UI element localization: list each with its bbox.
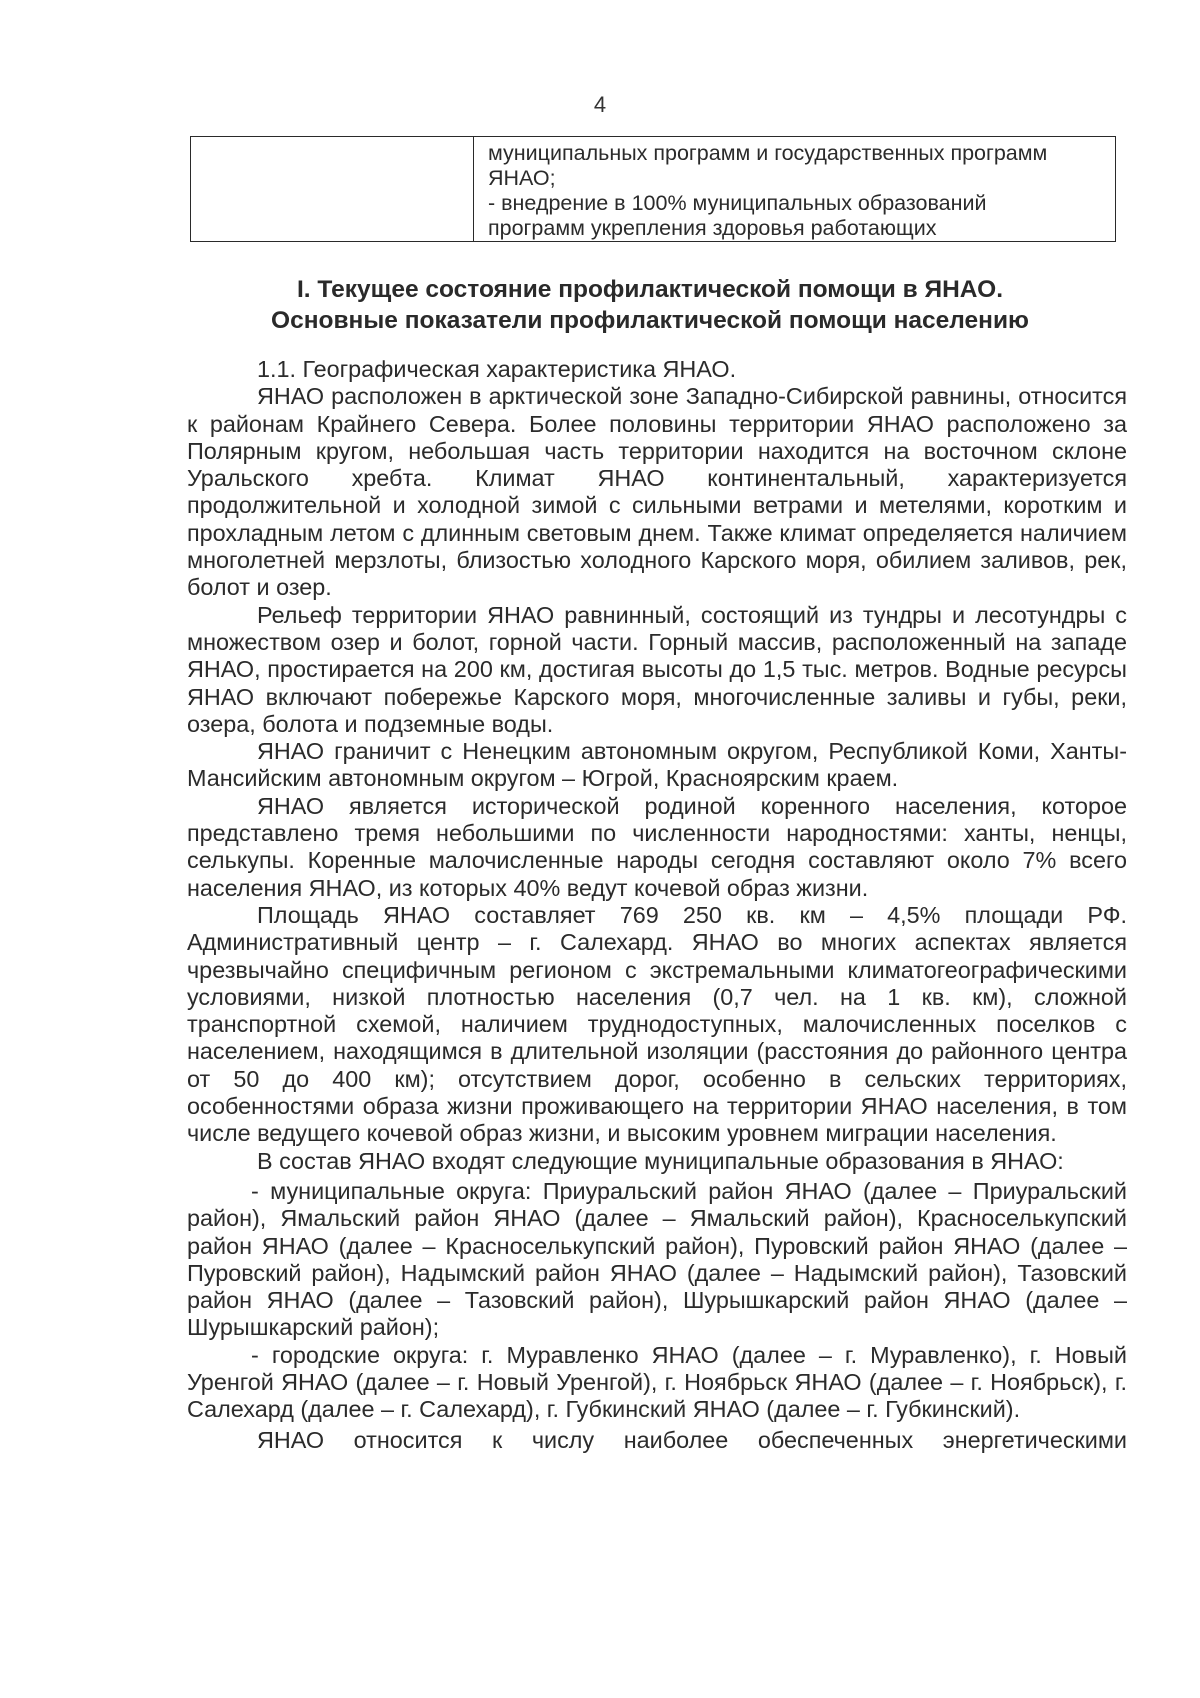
section-heading-line-2: Основные показатели профилактической помощи населению bbox=[271, 307, 1029, 334]
table-row bbox=[191, 137, 1116, 242]
table-cell-line: - внедрение в 100% муниципальных образований bbox=[488, 191, 987, 215]
table-cell-line: ЯНАО; bbox=[488, 166, 556, 190]
continuation-table bbox=[190, 136, 1116, 242]
paragraph-relief: Рельеф территории ЯНАО равнинный, состоящий из тундры и лесотундры с множеством озер и болот, горной части. Горный массив, расположенный на западе ЯНАО, простирается на 200 км, достигая высоты до 1,5 тыс. метров. Водные ресурсы ЯНАО включают побережье Карского моря, многочисленные заливы и губы, реки, озера, болота и подземные воды. bbox=[187, 601, 1127, 737]
paragraph-area: Площадь ЯНАО составляет 769 250 кв. км – 4,5% площади РФ. Административный центр – г. Салехард. ЯНАО во многих аспектах является чрезвычайно специфичным регионом с экстремальными климатогеографическими условиями, низкой плотностью населения (0,7 чел. на 1 кв. км), сложной транспортной схемой, наличием труднодоступных, малочисленных поселков с населением, находящимся в длительной изоляции (расстояния до районного центра от 50 до 400 км); отсутствием дорог, особенно в сельских территориях, особенностями образа жизни проживающего на территории ЯНАО населения, в том числе ведущего кочевой образ жизни, и высоким уровнем миграции населения. bbox=[187, 901, 1127, 1147]
table-cell-line: муниципальных программ и государственных программ bbox=[488, 141, 1048, 165]
section-heading bbox=[170, 274, 1130, 336]
list-item-city-districts: - городские округа: г. Муравленко ЯНАО (далее – г. Муравленко), г. Новый Уренгой ЯНАО (далее – г. Новый Уренгой), г. Ноябрьск ЯНАО (далее – г. Ноябрьск), г. Салехард (далее – г. Салехард), г. Губкинский ЯНАО (далее – г. Губкинский). bbox=[187, 1341, 1127, 1423]
list-item-municipal-districts: - муниципальные округа: Приуральский район ЯНАО (далее – Приуральский район), Ямальский район ЯНАО (далее – Ямальский район), Красноселькупский район ЯНАО (далее – Красноселькупский район), Пуровский район ЯНАО (далее – Пуровский район), Надымский район ЯНАО (далее – Надымский район), Тазовский район ЯНАО (далее – Тазовский район), Шурышкарский район ЯНАО (далее – Шурышкарский район); bbox=[187, 1177, 1127, 1341]
page-number: 4 bbox=[593, 92, 607, 117]
section-heading-line-1: I. Текущее состояние профилактической помощи в ЯНАО. bbox=[296, 276, 1004, 303]
subsection-title: 1.1. Географическая характеристика ЯНАО. bbox=[257, 356, 737, 382]
paragraph-borders: ЯНАО граничит с Ненецким автономным округом, Республикой Коми, Ханты-Мансийским автономным округом – Югрой, Красноярским краем. bbox=[187, 738, 1127, 792]
paragraph-geography: ЯНАО расположен в арктической зоне Западно-Сибирской равнины, относится к районам Крайнего Севера. Более половины территории ЯНАО расположено за Полярным кругом, небольшая часть территории находится на восточном склоне Уральского хребта. Климат ЯНАО континентальный, характеризуется продолжительной и холодной зимой с сильными ветрами и метелями, коротким и прохладным летом с длинным световым днем. Также климат определяется наличием многолетней мерзлоты, близостью холодного Карского моря, обилием заливов, рек, болот и озер. bbox=[187, 383, 1127, 601]
paragraph-indigenous: ЯНАО является исторической родиной коренного населения, которое представлено тремя небольшими по численности народностями: ханты, ненцы, селькупы. Коренные малочисленные народы сегодня составляют около 7% всего населения ЯНАО, из которых 40% ведут кочевой образ жизни. bbox=[187, 792, 1127, 901]
table-cell-empty bbox=[191, 137, 474, 242]
table-cell-line: программ укрепления здоровья работающих bbox=[488, 216, 937, 240]
table-cell-text bbox=[474, 137, 1116, 242]
paragraph-municipalities-intro: В состав ЯНАО входят следующие муниципальные образования в ЯНАО: bbox=[257, 1147, 1064, 1174]
paragraph-energy: ЯНАО относится к числу наиболее обеспеченных энергетическими bbox=[257, 1426, 1127, 1453]
body-text bbox=[187, 356, 1127, 1454]
